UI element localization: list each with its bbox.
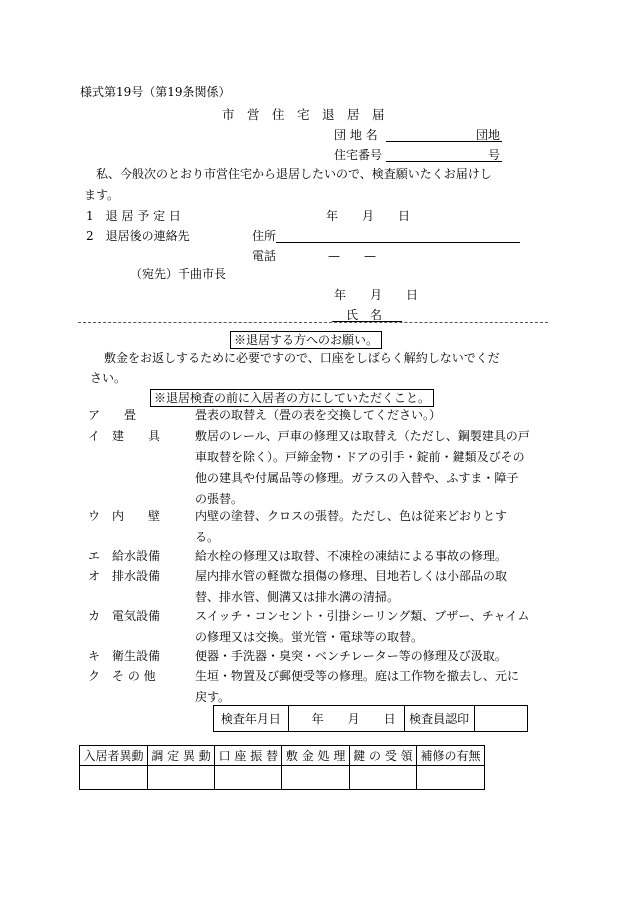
intro-line-2: ます。 bbox=[84, 188, 120, 202]
notice-heading-2: ※退居検査の前に入居者の方にしていただくこと。 bbox=[150, 389, 434, 407]
inspection-date-value[interactable]: 年 月 日 bbox=[288, 706, 404, 732]
phone-dashes[interactable]: — — bbox=[328, 249, 377, 263]
contact-label: 2 退居後の連絡先 bbox=[86, 229, 190, 243]
header-billing-change: 調 定 異 動 bbox=[147, 746, 214, 766]
name-label: 氏 名 bbox=[346, 308, 383, 322]
page-title: 市 営 住 宅 退 居 届 bbox=[222, 107, 385, 122]
item-text-water-supply: 給水栓の修理又は取替、不凍栓の凍結による事故の修理。 bbox=[195, 549, 508, 563]
inspector-stamp-label: 検査員認印 bbox=[404, 706, 474, 732]
header-key-receipt: 鍵 の 受 領 bbox=[349, 746, 416, 766]
cut-line bbox=[78, 322, 548, 323]
header-repair-status: 補修の有無 bbox=[417, 746, 485, 766]
item-text-tatami: 畳表の取替え（畳の表を交換してください。） bbox=[195, 408, 442, 422]
house-number-label: 住宅番号 bbox=[334, 148, 383, 162]
item-text-other: 生垣・物置及び郵便受等の修理。庭は工作物を撤去し、元に戻す。 bbox=[195, 669, 520, 704]
notice-heading-1: ※退居する方へのお願い。 bbox=[230, 331, 382, 349]
address-underline[interactable] bbox=[276, 242, 520, 243]
notice-para-line-2: さい。 bbox=[90, 371, 127, 385]
item-label-inner-wall: ウ 内 壁 bbox=[88, 509, 161, 523]
item-text-sanitary: 便器・手洗器・臭突・ベンチレーター等の修理及び汲取。 bbox=[195, 649, 507, 663]
cell-account-transfer[interactable] bbox=[215, 766, 282, 790]
intro-line-1: 私、今般次のとおり市営住宅から退居したいので、検査願いたくお届けし bbox=[96, 167, 492, 181]
item-label-electrical: カ 電気設備 bbox=[88, 609, 161, 623]
item-label-sanitary: キ 衛生設備 bbox=[88, 649, 161, 663]
inspection-date-label: 検査年月日 bbox=[214, 706, 289, 732]
form-number: 様式第19号（第19条関係） bbox=[80, 85, 231, 99]
item-label-fittings: イ 建 具 bbox=[88, 429, 161, 443]
header-deposit-processing: 敷 金 処 理 bbox=[282, 746, 349, 766]
item-text-drainage: 屋内排水管の軽微な損傷の修理、目地若しくは小部品の取替、排水管、側溝又は排水溝の清掃。 bbox=[195, 569, 508, 604]
inspector-stamp-cell[interactable] bbox=[474, 706, 527, 732]
house-number-underline[interactable] bbox=[386, 161, 502, 162]
item-label-tatami: ア 畳 bbox=[88, 408, 137, 422]
item-label-drainage: オ 排水設備 bbox=[88, 569, 161, 583]
item-text-fittings: 敷居のレール、戸車の修理又は取替え（ただし、鋼製建具の戸車取替を除く）。戸締金物・ドアの引手・錠前・鍵類及びその他の建具や付属品等の修理。ガラスの入替や、ふすま・障子の張替。 bbox=[195, 429, 530, 506]
cell-resident-change[interactable] bbox=[80, 766, 148, 790]
cell-deposit-processing[interactable] bbox=[282, 766, 349, 790]
danchi-suffix: 団地 bbox=[476, 128, 501, 142]
item-label-water-supply: エ 給水設備 bbox=[88, 549, 161, 563]
header-account-transfer: 口 座 振 替 bbox=[215, 746, 282, 766]
house-number-suffix: 号 bbox=[488, 148, 501, 162]
danchi-label: 団 地 名 bbox=[334, 128, 378, 142]
move-out-date-value[interactable]: 年 月 日 bbox=[326, 209, 411, 223]
item-text-inner-wall: 内壁の塗替、クロスの張替。ただし、色は従来どおりとする。 bbox=[195, 509, 508, 544]
sign-date[interactable]: 年 月 日 bbox=[334, 288, 419, 302]
header-resident-change: 入居者異動 bbox=[80, 746, 148, 766]
office-use-table bbox=[79, 745, 485, 790]
cell-repair-status[interactable] bbox=[417, 766, 485, 790]
phone-label: 電話 bbox=[252, 249, 277, 263]
addressee: （宛先）千曲市長 bbox=[130, 267, 227, 281]
cell-billing-change[interactable] bbox=[147, 766, 214, 790]
address-label: 住所 bbox=[252, 229, 277, 243]
inspection-table bbox=[213, 705, 528, 732]
move-out-date-label: 1 退 居 予 定 日 bbox=[86, 209, 181, 223]
item-text-electrical: スイッチ・コンセント・引掛シーリング類、ブザー、チャイムの修理又は交換。蛍光管・電球等の取替。 bbox=[195, 609, 530, 644]
cell-key-receipt[interactable] bbox=[349, 766, 416, 790]
notice-para-line-1: 敷金をお返しするために必要ですので、口座をしばらく解約しないでくだ bbox=[104, 351, 500, 365]
item-label-other: ク そ の 他 bbox=[88, 669, 156, 683]
